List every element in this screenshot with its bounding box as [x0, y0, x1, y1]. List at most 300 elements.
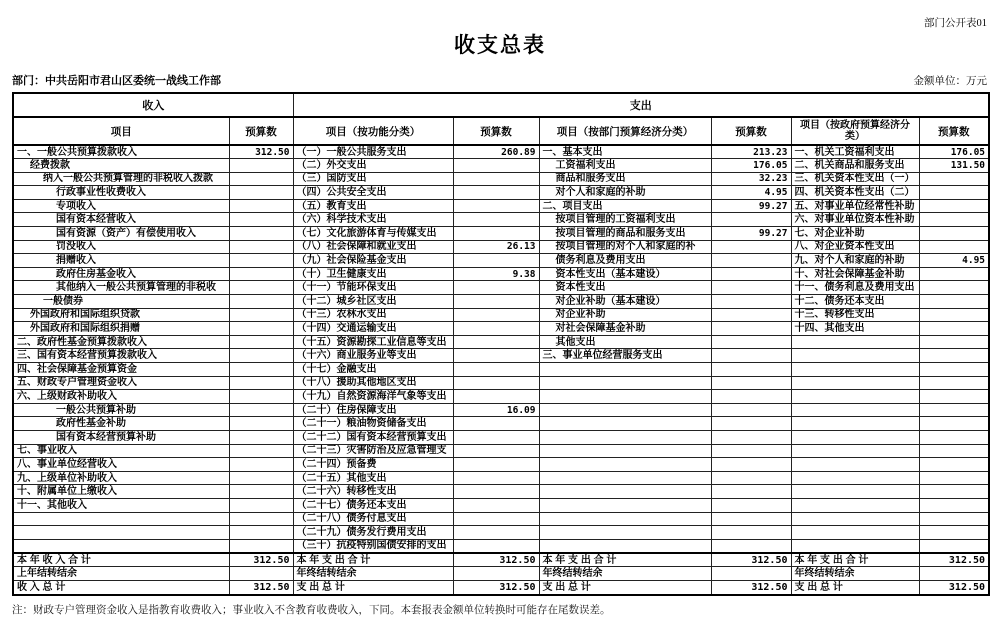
value-cell — [919, 295, 989, 309]
value-cell — [919, 417, 989, 431]
value-cell — [229, 417, 293, 431]
item-cell — [13, 512, 229, 526]
subheader — [12, 72, 987, 88]
value-cell — [453, 199, 539, 213]
item-cell — [791, 417, 919, 431]
table-row — [13, 526, 989, 540]
value-cell — [453, 186, 539, 200]
total-label-cell: 年终结转结余 — [293, 567, 453, 581]
value-cell — [711, 254, 791, 268]
value-cell — [453, 349, 539, 363]
value-cell — [919, 539, 989, 553]
value-cell — [711, 240, 791, 254]
value-cell — [453, 227, 539, 241]
value-cell: 99.27 — [711, 199, 791, 213]
value-cell — [453, 512, 539, 526]
item-cell: （二十八）债务付息支出 — [293, 512, 453, 526]
value-cell — [229, 512, 293, 526]
item-cell: 经费拨款 — [13, 159, 229, 173]
total-label-cell: 本 年 收 入 合 计 — [13, 553, 229, 567]
item-cell: 资本性支出（基本建设） — [539, 267, 711, 281]
item-cell: 按项目管理的商品和服务支出 — [539, 227, 711, 241]
value-cell — [711, 376, 791, 390]
value-cell — [453, 498, 539, 512]
value-cell — [711, 390, 791, 404]
value-cell — [453, 526, 539, 540]
item-cell: 对企业补助 — [539, 308, 711, 322]
item-cell: 十四、其他支出 — [791, 322, 919, 336]
table-row — [13, 295, 989, 309]
item-cell: 资本性支出 — [539, 281, 711, 295]
table-row — [13, 498, 989, 512]
item-cell — [539, 417, 711, 431]
value-cell — [919, 199, 989, 213]
item-cell: 八、对企业资本性支出 — [791, 240, 919, 254]
total-label-cell: 收 入 总 计 — [13, 581, 229, 595]
item-cell: 商品和服务支出 — [539, 172, 711, 186]
value-cell: 176.05 — [919, 145, 989, 159]
value-cell: 312.50 — [229, 145, 293, 159]
item-cell: 十二、债务还本支出 — [791, 295, 919, 309]
item-cell — [791, 512, 919, 526]
item-cell: 专项收入 — [13, 199, 229, 213]
value-cell: 176.05 — [711, 159, 791, 173]
value-cell — [711, 308, 791, 322]
item-cell: 三、机关资本性支出（一） — [791, 172, 919, 186]
value-cell — [711, 539, 791, 553]
table-row — [13, 335, 989, 349]
total-value-cell: 312.50 — [919, 553, 989, 567]
value-cell — [229, 308, 293, 322]
item-cell — [539, 458, 711, 472]
item-cell: 工资福利支出 — [539, 159, 711, 173]
item-cell: 三、事业单位经营服务支出 — [539, 349, 711, 363]
value-cell — [919, 390, 989, 404]
value-cell — [453, 376, 539, 390]
col-header-gov-econ-item: 项目（按政府预算经济分类） — [791, 117, 919, 145]
page-title: 收支总表 — [454, 34, 546, 57]
total-value-cell: 312.50 — [453, 581, 539, 595]
value-cell — [229, 430, 293, 444]
item-cell: 一般公共预算补助 — [13, 403, 229, 417]
value-cell — [229, 281, 293, 295]
item-cell: （八）社会保障和就业支出 — [293, 240, 453, 254]
col-header-income-item: 项目 — [13, 117, 229, 145]
value-cell — [229, 186, 293, 200]
value-cell — [919, 308, 989, 322]
table-row — [13, 512, 989, 526]
value-cell — [919, 227, 989, 241]
table-row — [13, 417, 989, 431]
total-value-cell — [919, 567, 989, 581]
item-cell: （十三）农林水支出 — [293, 308, 453, 322]
expenditure-group-header: 支出 — [293, 93, 989, 117]
table-row — [13, 430, 989, 444]
item-cell: （十七）金融支出 — [293, 363, 453, 377]
item-cell — [539, 376, 711, 390]
total-value-cell — [711, 567, 791, 581]
total-row — [13, 553, 989, 567]
value-cell — [711, 213, 791, 227]
item-cell — [791, 526, 919, 540]
value-cell — [919, 267, 989, 281]
total-label-cell: 支 出 总 计 — [539, 581, 711, 595]
value-cell — [229, 363, 293, 377]
item-cell — [539, 539, 711, 553]
value-cell — [711, 403, 791, 417]
value-cell — [229, 471, 293, 485]
item-cell — [791, 363, 919, 377]
value-cell — [919, 186, 989, 200]
value-cell — [229, 267, 293, 281]
col-header-gov-econ-budget: 预算数 — [919, 117, 989, 145]
value-cell: 26.13 — [453, 240, 539, 254]
table-row — [13, 458, 989, 472]
item-cell: （十八）援助其他地区支出 — [293, 376, 453, 390]
item-cell — [791, 498, 919, 512]
table-body — [13, 145, 989, 595]
item-cell: 纳入一般公共预算管理的非税收入拨款 — [13, 172, 229, 186]
item-cell — [539, 363, 711, 377]
value-cell — [453, 172, 539, 186]
table-row — [13, 363, 989, 377]
value-cell — [919, 430, 989, 444]
total-label-cell: 本 年 支 出 合 计 — [791, 553, 919, 567]
value-cell — [453, 363, 539, 377]
sheet-label: 部门公开表01 — [924, 18, 987, 29]
value-cell — [711, 458, 791, 472]
item-cell: 十、对社会保障基金补助 — [791, 267, 919, 281]
item-cell: 十一、债务利息及费用支出 — [791, 281, 919, 295]
value-cell — [919, 485, 989, 499]
item-cell — [539, 498, 711, 512]
value-cell — [229, 498, 293, 512]
item-cell — [539, 444, 711, 458]
value-cell — [453, 254, 539, 268]
total-value-cell: 312.50 — [711, 581, 791, 595]
value-cell — [453, 281, 539, 295]
table-row — [13, 539, 989, 553]
value-cell — [229, 376, 293, 390]
total-value-cell — [229, 567, 293, 581]
item-cell: （二十三）灾害防治及应急管理支 — [293, 444, 453, 458]
item-cell — [539, 471, 711, 485]
value-cell — [919, 471, 989, 485]
item-cell: （十四）交通运输支出 — [293, 322, 453, 336]
value-cell — [229, 444, 293, 458]
item-cell: （二）外交支出 — [293, 159, 453, 173]
col-header-dept-econ-budget: 预算数 — [711, 117, 791, 145]
item-cell — [539, 526, 711, 540]
value-cell — [711, 417, 791, 431]
item-cell: 六、对事业单位资本性补助 — [791, 213, 919, 227]
col-header-income-budget: 预算数 — [229, 117, 293, 145]
table-row — [13, 349, 989, 363]
value-cell — [229, 485, 293, 499]
item-cell: 六、上级财政补助收入 — [13, 390, 229, 404]
value-cell — [229, 335, 293, 349]
value-cell: 16.09 — [453, 403, 539, 417]
item-cell: （十六）商业服务业等支出 — [293, 349, 453, 363]
total-value-cell: 312.50 — [711, 553, 791, 567]
item-cell: （二十五）其他支出 — [293, 471, 453, 485]
value-cell — [229, 227, 293, 241]
table-row — [13, 254, 989, 268]
item-cell: 其他纳入一般公共预算管理的非税收 — [13, 281, 229, 295]
item-cell: 八、事业单位经营收入 — [13, 458, 229, 472]
value-cell — [453, 213, 539, 227]
value-cell — [711, 498, 791, 512]
item-cell: （二十一）粮油物资储备支出 — [293, 417, 453, 431]
item-cell: （七）文化旅游体育与传媒支出 — [293, 227, 453, 241]
item-cell: 一、一般公共预算拨款收入 — [13, 145, 229, 159]
item-cell: （二十七）债务还本支出 — [293, 498, 453, 512]
total-label-cell: 支 出 总 计 — [791, 581, 919, 595]
item-cell: 其他支出 — [539, 335, 711, 349]
value-cell — [229, 390, 293, 404]
item-cell: 一般债券 — [13, 295, 229, 309]
unit-label: 金额单位：万元 — [913, 76, 987, 87]
item-cell: 外国政府和国际组织贷款 — [13, 308, 229, 322]
table-row — [13, 172, 989, 186]
value-cell — [919, 498, 989, 512]
item-cell: （九）社会保险基金支出 — [293, 254, 453, 268]
value-cell — [453, 335, 539, 349]
value-cell — [919, 444, 989, 458]
item-cell: 二、政府性基金预算拨款收入 — [13, 335, 229, 349]
value-cell — [919, 240, 989, 254]
value-cell — [229, 172, 293, 186]
value-cell — [919, 376, 989, 390]
table-row — [13, 485, 989, 499]
total-value-cell: 312.50 — [229, 581, 293, 595]
total-value-cell: 312.50 — [453, 553, 539, 567]
value-cell — [711, 363, 791, 377]
value-cell — [919, 322, 989, 336]
item-cell: 债务利息及费用支出 — [539, 254, 711, 268]
item-cell: 十三、转移性支出 — [791, 308, 919, 322]
item-cell: （二十二）国有资本经营预算支出 — [293, 430, 453, 444]
item-cell: 对个人和家庭的补助 — [539, 186, 711, 200]
value-cell: 4.95 — [711, 186, 791, 200]
value-cell — [229, 526, 293, 540]
value-cell — [453, 390, 539, 404]
income-group-header: 收入 — [13, 93, 293, 117]
footnote: 注：财政专户管理资金收入是指教育收费收入；事业收入不含教育收费收入，下同。本套报表金额单位转换时可能存在尾数误差。 — [12, 604, 611, 616]
table-row — [13, 376, 989, 390]
table-row — [13, 308, 989, 322]
value-cell: 213.23 — [711, 145, 791, 159]
value-cell — [711, 295, 791, 309]
value-cell — [453, 417, 539, 431]
item-cell: 捐赠收入 — [13, 254, 229, 268]
item-cell: （二十六）转移性支出 — [293, 485, 453, 499]
item-cell — [791, 458, 919, 472]
value-cell: 32.23 — [711, 172, 791, 186]
department-label: 部门：中共岳阳市君山区委统一战线工作部 — [12, 75, 221, 87]
table-row — [13, 281, 989, 295]
item-cell — [539, 430, 711, 444]
value-cell: 131.50 — [919, 159, 989, 173]
item-cell: 一、基本支出 — [539, 145, 711, 159]
value-cell — [229, 458, 293, 472]
item-cell: 政府住房基金收入 — [13, 267, 229, 281]
value-cell — [919, 281, 989, 295]
item-cell — [791, 430, 919, 444]
value-cell — [229, 539, 293, 553]
value-cell — [919, 512, 989, 526]
item-cell — [539, 512, 711, 526]
item-cell: 按项目管理的工资福利支出 — [539, 213, 711, 227]
table-row — [13, 227, 989, 241]
item-cell: （一）一般公共服务支出 — [293, 145, 453, 159]
item-cell: （四）公共安全支出 — [293, 186, 453, 200]
table-row — [13, 322, 989, 336]
item-cell: 外国政府和国际组织捐赠 — [13, 322, 229, 336]
item-cell — [791, 390, 919, 404]
value-cell — [919, 403, 989, 417]
table-row — [13, 267, 989, 281]
item-cell: 行政事业性收费收入 — [13, 186, 229, 200]
item-cell: 九、上级单位补助收入 — [13, 471, 229, 485]
value-cell — [919, 335, 989, 349]
item-cell — [791, 444, 919, 458]
item-cell: （五）教育支出 — [293, 199, 453, 213]
item-cell: （二十四）预备费 — [293, 458, 453, 472]
value-cell — [919, 526, 989, 540]
value-cell — [919, 458, 989, 472]
value-cell: 260.89 — [453, 145, 539, 159]
item-cell — [791, 349, 919, 363]
value-cell: 9.38 — [453, 267, 539, 281]
value-cell — [453, 295, 539, 309]
group-header-row — [13, 93, 989, 117]
item-cell: 对企业补助（基本建设） — [539, 295, 711, 309]
budget-table — [12, 92, 990, 596]
value-cell — [919, 349, 989, 363]
item-cell: 十、附属单位上缴收入 — [13, 485, 229, 499]
item-cell: 四、社会保障基金预算资金 — [13, 363, 229, 377]
item-cell: 国有资本经营预算补助 — [13, 430, 229, 444]
value-cell: 4.95 — [919, 254, 989, 268]
value-cell — [229, 322, 293, 336]
value-cell — [711, 471, 791, 485]
table-row — [13, 159, 989, 173]
value-cell — [229, 254, 293, 268]
item-cell: 七、对企业补助 — [791, 227, 919, 241]
value-cell — [453, 430, 539, 444]
value-cell — [711, 485, 791, 499]
item-cell: （三）国防支出 — [293, 172, 453, 186]
total-label-cell: 年终结转结余 — [539, 567, 711, 581]
value-cell — [229, 213, 293, 227]
value-cell — [711, 512, 791, 526]
item-cell: （十）卫生健康支出 — [293, 267, 453, 281]
item-cell: （三十）抗疫特别国债安排的支出 — [293, 539, 453, 553]
item-cell: 国有资本经营收入 — [13, 213, 229, 227]
item-cell: 九、对个人和家庭的补助 — [791, 254, 919, 268]
item-cell: （六）科学技术支出 — [293, 213, 453, 227]
item-cell — [791, 403, 919, 417]
total-label-cell: 年终结转结余 — [791, 567, 919, 581]
table-row — [13, 186, 989, 200]
total-label-cell: 本 年 支 出 合 计 — [293, 553, 453, 567]
item-cell — [539, 485, 711, 499]
value-cell — [229, 199, 293, 213]
value-cell — [919, 363, 989, 377]
col-header-dept-econ-item: 项目（按部门预算经济分类） — [539, 117, 711, 145]
table-row — [13, 213, 989, 227]
item-cell: （十五）资源勘探工业信息等支出 — [293, 335, 453, 349]
item-cell: （十二）城乡社区支出 — [293, 295, 453, 309]
item-cell: 七、事业收入 — [13, 444, 229, 458]
item-cell: 罚没收入 — [13, 240, 229, 254]
col-header-func-budget: 预算数 — [453, 117, 539, 145]
value-cell — [711, 526, 791, 540]
value-cell — [229, 349, 293, 363]
value-cell — [453, 308, 539, 322]
value-cell — [229, 295, 293, 309]
value-cell — [711, 281, 791, 295]
value-cell — [229, 240, 293, 254]
value-cell — [711, 322, 791, 336]
item-cell — [539, 390, 711, 404]
total-value-cell: 312.50 — [229, 553, 293, 567]
value-cell — [229, 159, 293, 173]
item-cell: （二十九）债务发行费用支出 — [293, 526, 453, 540]
item-cell: 按项目管理的对个人和家庭的补 — [539, 240, 711, 254]
value-cell: 99.27 — [711, 227, 791, 241]
item-cell — [791, 485, 919, 499]
item-cell — [791, 539, 919, 553]
item-cell — [791, 335, 919, 349]
col-header-func-item: 项目（按功能分类） — [293, 117, 453, 145]
item-cell — [13, 539, 229, 553]
item-cell — [13, 526, 229, 540]
item-cell — [791, 376, 919, 390]
total-value-cell — [453, 567, 539, 581]
item-cell: 四、机关资本性支出（二） — [791, 186, 919, 200]
table-row — [13, 403, 989, 417]
total-row — [13, 581, 989, 595]
value-cell — [919, 213, 989, 227]
value-cell — [453, 471, 539, 485]
value-cell — [711, 267, 791, 281]
value-cell — [711, 444, 791, 458]
table-row — [13, 240, 989, 254]
value-cell — [453, 322, 539, 336]
column-header-row — [13, 117, 989, 145]
item-cell — [539, 403, 711, 417]
value-cell — [453, 159, 539, 173]
item-cell: 三、国有资本经营预算拨款收入 — [13, 349, 229, 363]
value-cell — [453, 539, 539, 553]
item-cell: 五、财政专户管理资金收入 — [13, 376, 229, 390]
total-row — [13, 567, 989, 581]
item-cell: 国有资源（资产）有偿使用收入 — [13, 227, 229, 241]
table-row — [13, 444, 989, 458]
table-row — [13, 145, 989, 159]
item-cell: 对社会保障基金补助 — [539, 322, 711, 336]
item-cell: 五、对事业单位经常性补助 — [791, 199, 919, 213]
value-cell — [711, 430, 791, 444]
item-cell: （十一）节能环保支出 — [293, 281, 453, 295]
value-cell — [453, 485, 539, 499]
total-label-cell: 支 出 总 计 — [293, 581, 453, 595]
value-cell — [453, 444, 539, 458]
table-header — [13, 93, 989, 145]
item-cell: 二、机关商品和服务支出 — [791, 159, 919, 173]
